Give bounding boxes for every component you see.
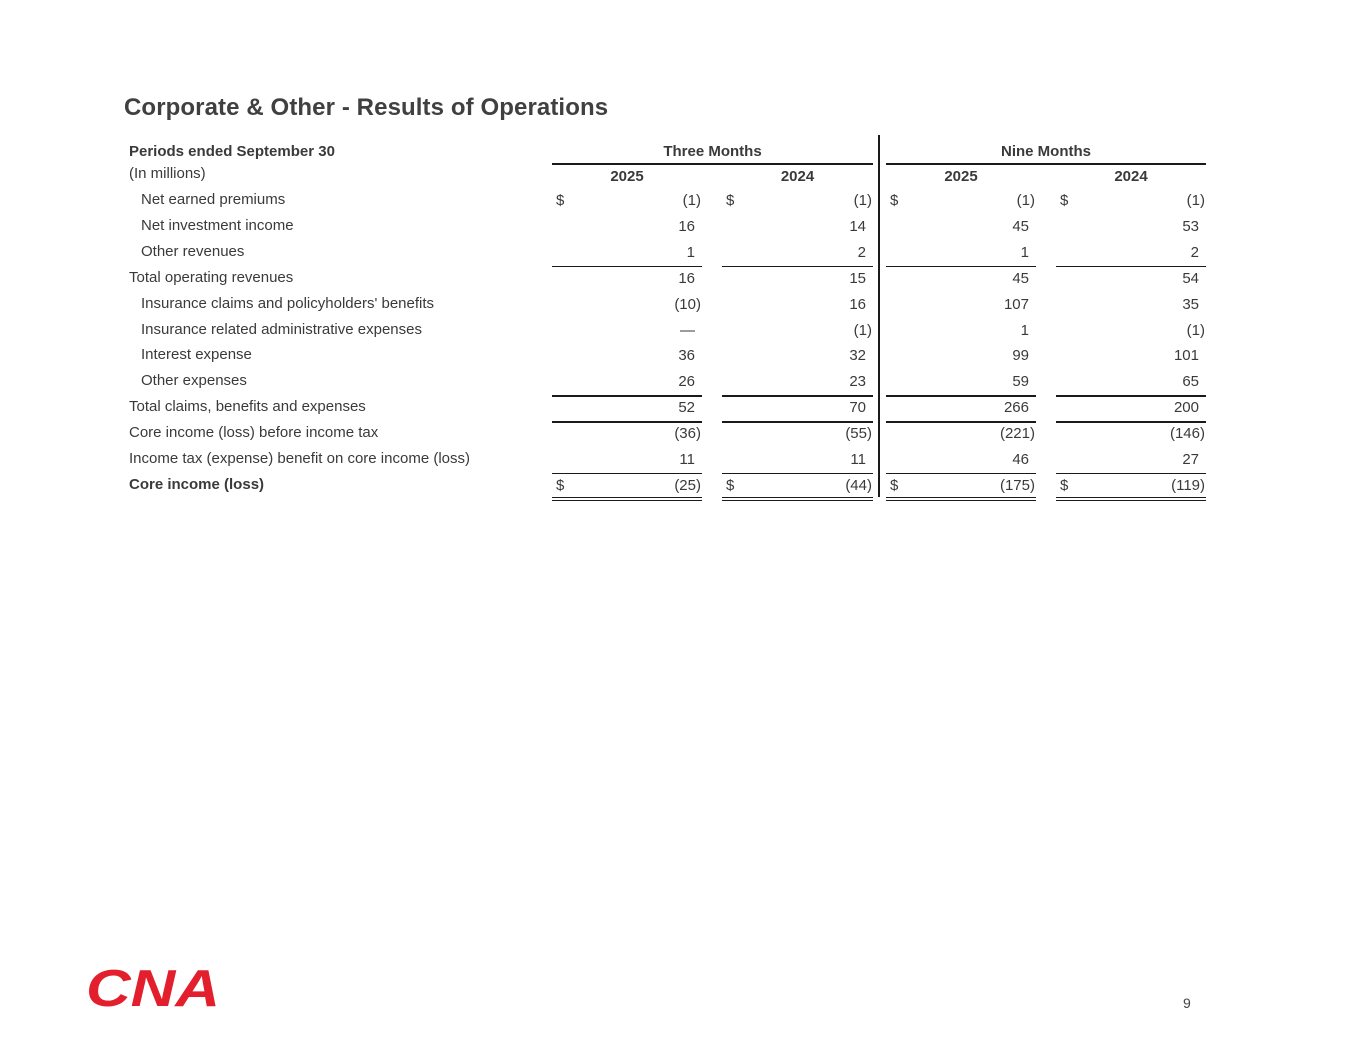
row-label: Core income (loss): [129, 475, 265, 493]
units-label: (In millions): [129, 165, 206, 182]
cell-value: —: [680, 321, 695, 339]
row-label: Core income (loss) before income tax: [129, 424, 379, 442]
cell-value: (1): [1186, 192, 1205, 209]
cell-value: 101: [1173, 347, 1199, 365]
cell-value: (221): [999, 425, 1035, 443]
cell-value: (1): [1186, 321, 1205, 339]
column-group-divider: [878, 135, 880, 497]
cell-value: (1): [682, 192, 701, 209]
currency-symbol: $: [556, 192, 565, 209]
row-label: Interest expense: [141, 346, 252, 364]
page-number: 9: [1183, 995, 1191, 1011]
cell-value: 11: [850, 451, 866, 468]
currency-symbol: $: [726, 192, 735, 209]
cell-value: 2: [857, 243, 866, 261]
cell-value: 1: [1020, 321, 1029, 339]
cna-logo: [86, 964, 226, 1015]
subtotal-rule: [722, 473, 873, 475]
cell-value: 53: [1182, 217, 1199, 235]
cell-value: (146): [1169, 425, 1205, 443]
cell-value: 16: [849, 295, 866, 313]
row-label: Net investment income: [141, 216, 294, 234]
total-double-rule: [886, 497, 1036, 501]
subtotal-rule: [722, 266, 873, 268]
group-underline: [552, 163, 873, 165]
subtotal-rule: [886, 473, 1036, 475]
currency-symbol: $: [556, 476, 565, 494]
cell-value: 1: [1020, 243, 1029, 261]
cell-value: 14: [849, 217, 866, 235]
cell-value: 59: [1012, 373, 1029, 391]
group-header-three-months: Three Months: [663, 143, 762, 160]
row-label: Total operating revenues: [129, 268, 294, 286]
currency-symbol: $: [890, 476, 899, 494]
subtotal-rule: [1056, 421, 1206, 423]
cell-value: (1): [853, 321, 872, 339]
total-double-rule: [722, 497, 873, 501]
year-header: 2024: [1114, 168, 1148, 185]
cell-value: 200: [1173, 399, 1199, 417]
subtotal-rule: [1056, 266, 1206, 268]
subtotal-rule: [552, 473, 702, 475]
row-label: Other expenses: [141, 372, 247, 390]
year-header: 2025: [610, 168, 644, 185]
cna-logo-mark: [86, 964, 226, 1010]
cell-value: 45: [1012, 269, 1029, 287]
cell-value: 2: [1190, 243, 1199, 261]
cell-value: 54: [1182, 269, 1199, 287]
cell-value: 107: [1003, 295, 1029, 313]
cell-value: 1: [686, 243, 695, 261]
cna-logo-text: CNA: [86, 964, 220, 1010]
cell-value: 46: [1012, 451, 1029, 468]
year-header: 2024: [780, 168, 815, 185]
period-label: Periods ended September 30: [129, 143, 335, 160]
cell-value: (10): [674, 295, 701, 313]
cell-value: (36): [674, 425, 701, 443]
subtotal-rule: [552, 266, 702, 268]
subtotal-rule: [552, 421, 702, 423]
subtotal-rule: [722, 421, 873, 423]
currency-symbol: $: [890, 192, 899, 209]
group-underline: [886, 163, 1206, 165]
cell-value: 35: [1182, 295, 1199, 313]
cell-value: (25): [674, 476, 701, 494]
currency-symbol: $: [726, 476, 735, 494]
cell-value: 99: [1012, 347, 1029, 365]
cell-value: 15: [849, 269, 866, 287]
cell-value: (55): [845, 425, 872, 443]
subtotal-rule: [722, 395, 873, 397]
row-label: Net earned premiums: [141, 191, 286, 208]
cell-value: 52: [678, 399, 695, 417]
cell-value: (1): [853, 192, 872, 209]
cell-value: 65: [1182, 373, 1199, 391]
subtotal-rule: [1056, 395, 1206, 397]
subtotal-rule: [886, 266, 1036, 268]
cell-value: 16: [678, 217, 695, 235]
row-label: Other revenues: [141, 242, 245, 260]
cell-value: 70: [849, 399, 866, 417]
year-header: 2025: [944, 168, 978, 185]
cell-value: 26: [678, 373, 695, 391]
cell-value: 11: [679, 451, 695, 468]
total-double-rule: [1056, 497, 1206, 501]
row-label: Income tax (expense) benefit on core income (loss): [129, 450, 470, 467]
row-label: Total claims, benefits and expenses: [129, 398, 366, 416]
cell-value: 23: [849, 373, 866, 391]
subtotal-rule: [552, 395, 702, 397]
cell-value: (119): [1171, 476, 1205, 494]
cell-value: 36: [678, 347, 695, 365]
row-label: Insurance claims and policyholders' benefits: [141, 294, 435, 312]
group-header-nine-months: Nine Months: [1001, 143, 1091, 160]
cell-value: 266: [1003, 399, 1029, 417]
cell-value: 27: [1182, 451, 1199, 468]
cell-value: 32: [849, 347, 866, 365]
subtotal-rule: [1056, 473, 1206, 475]
page-title: Corporate & Other - Results of Operations: [124, 94, 609, 121]
cell-value: (175): [999, 476, 1035, 494]
cell-value: 45: [1012, 217, 1029, 235]
currency-symbol: $: [1060, 192, 1069, 209]
total-double-rule: [552, 497, 702, 501]
currency-symbol: $: [1060, 476, 1069, 494]
cell-value: 16: [678, 269, 695, 287]
subtotal-rule: [886, 395, 1036, 397]
subtotal-rule: [886, 421, 1036, 423]
cell-value: (1): [1016, 192, 1035, 209]
cell-value: (44): [845, 476, 872, 494]
row-label: Insurance related administrative expenses: [141, 320, 422, 338]
